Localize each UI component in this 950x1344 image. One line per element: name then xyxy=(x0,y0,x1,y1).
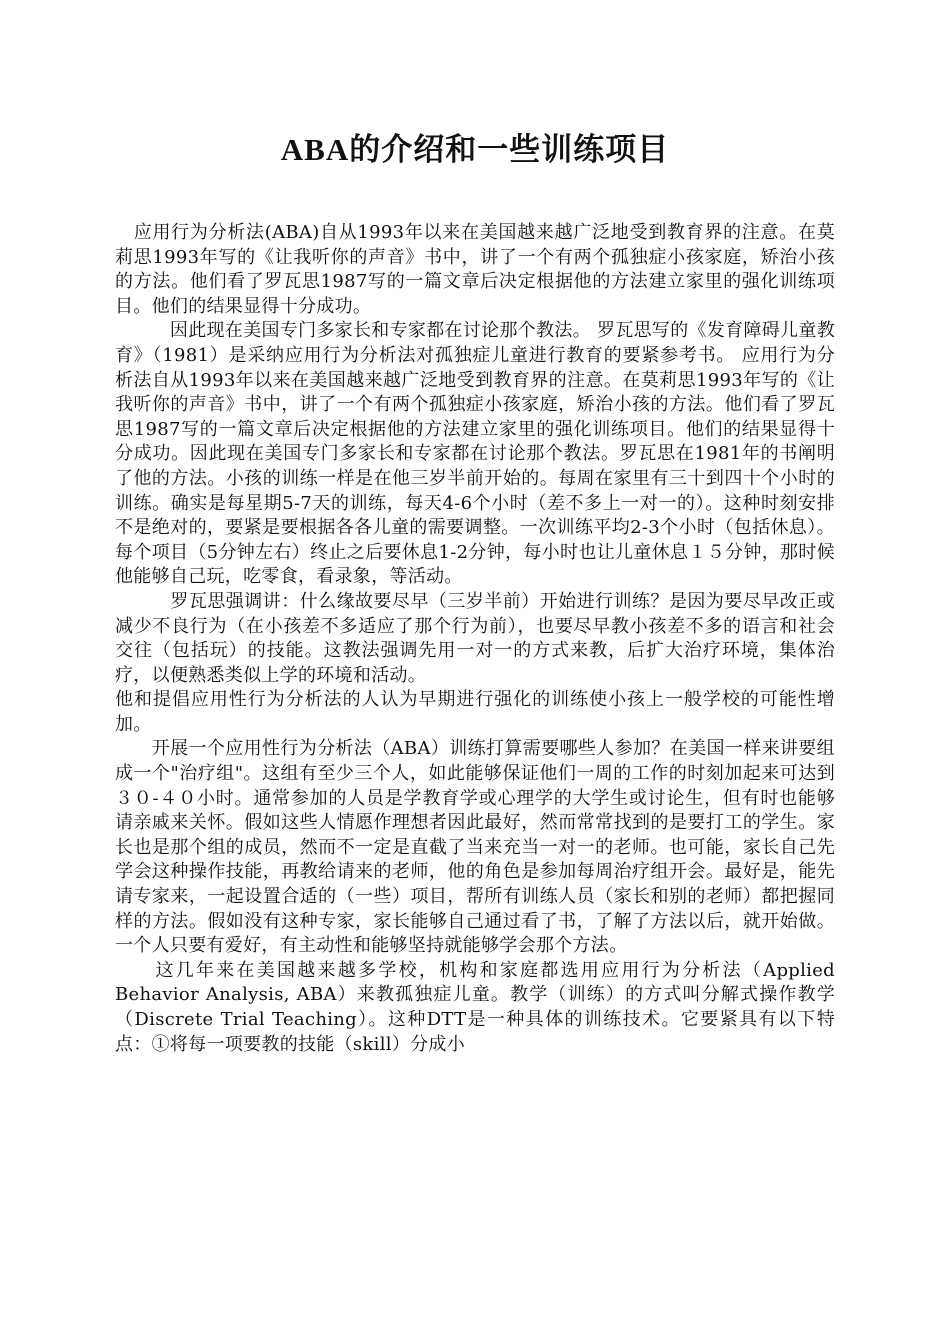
document-title: ABA的介绍和一些训练项目 xyxy=(280,132,670,167)
paragraph-early-training: 罗瓦思强调讲：什么缘故要尽早（三岁半前）开始进行训练？是因为要尽早改正或减少不良行为（在小孩差不多适应了那个行为前），也要尽早教小孩差不多的语言和社会交往（包括玩）的技能。这教法强调先用一对一的方式来教，后扩大治疗环境，集体治疗，以便熟悉类似上学的环境和活动。 xyxy=(115,590,835,686)
document-page xyxy=(115,0,835,1057)
paragraph-dtt: 这几年来在美国越来越多学校，机构和家庭都选用应用行为分析法（Applied Behavior Analysis, ABA）来教孤独症儿童。教学（训练）的方式叫分解式操作教学（Discrete Trial Teaching）。这种DTT是一种具体的训练技术。它要紧具有以下特点：①将每一项要教的技能（skill）分成小 xyxy=(115,959,835,1055)
paragraph-lovaas-method: 因此现在美国专门多家长和专家都在讨论那个教法。 罗瓦思写的《发育障碍儿童教育》（1981）是采纳应用行为分析法对孤独症儿童进行教育的要紧参考书。 应用行为分析法自从1993年以来在美国越来越广泛地受到教育界的注意。在莫莉思1993年写的《让我听你的声音》书中，讲了一个有两个孤独症小孩家庭，矫治小孩的方法。他们看了罗瓦思1987写的一篇文章后决定根据他的方法建立家里的强化训练项目。他们的结果显得十分成功。因此现在美国专门多家长和专家都在讨论那个教法。罗瓦思在1981年的书阐明了他的方法。小孩的训练一样是在他三岁半前开始的。每周在家里有三十到四十个小时的训练。确实是每星期5-7天的训练，每天4-6个小时（差不多上一对一的）。这种时刻安排不是绝对的，要紧是要根据各各儿童的需要调整。一次训练平均2-3个小时（包括休息）。每个项目（5分钟左右）终止之后要休息1-2分钟，每小时也让儿童休息１５分钟，那时候他能够自己玩，吃零食，看录象，等活动。 xyxy=(115,320,835,588)
paragraph-school-possibility: 他和提倡应用性行为分析法的人认为早期进行强化的训练使小孩上一般学校的可能性增加。 xyxy=(115,689,835,735)
paragraph-intro: 应用行为分析法(ABA)自从1993年以来在美国越来越广泛地受到教育界的注意。在莫莉思1993年写的《让我听你的声音》书中，讲了一个有两个孤独症小孩家庭，矫治小孩的方法。他们看了罗瓦思1987写的一篇文章后决定根据他的方法建立家里的强化训练项目。他们的结果显得十分成功。 xyxy=(115,222,835,317)
document-body xyxy=(115,221,835,1057)
paragraph-treatment-team: 开展一个应用性行为分析法（ABA）训练打算需要哪些人参加？在美国一样来讲要组成一个"治疗组"。这组有至少三个人，如此能够保证他们一周的工作的时刻加起来可达到３０-４０小时。通常参加的人员是学教育学或心理学的大学生或讨论生，但有时也能够请亲戚来关怀。假如这些人情愿作理想者因此最好，然而常常找到的是要打工的学生。家长也是那个组的成员，然而不一定是直截了当来充当一对一的老师。也可能，家长自己先学会这种操作技能，再教给请来的老师，他的角色是参加每周治疗组开会。最好是，能先请专家来，一起设置合适的（一些）项目，帮所有训练人员（家长和别的老师）都把握同样的方法。假如没有这种专家，家长能够自己通过看了书，了解了方法以后，就开始做。一个人只要有爱好，有主动性和能够坚持就能够学会那个方法。 xyxy=(115,738,835,957)
